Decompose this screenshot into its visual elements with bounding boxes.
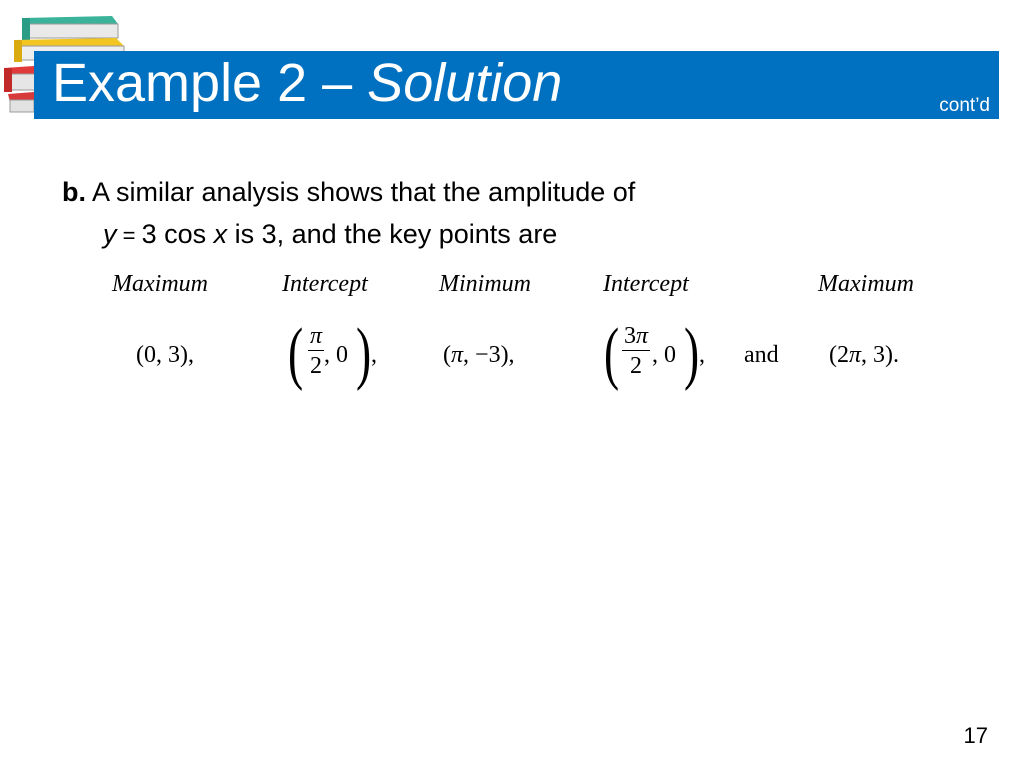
fraction-numerator: π	[310, 323, 323, 349]
y-variable: y	[103, 219, 117, 249]
slide-title	[52, 52, 562, 114]
point-rest: , 0	[324, 342, 348, 368]
title-italic: Solution	[367, 53, 563, 113]
title-main: Example 2 –	[52, 53, 368, 113]
pi-symbol: π	[451, 342, 464, 368]
pi-symbol: π	[636, 323, 649, 349]
point-rest: , 3).	[861, 342, 900, 368]
open-paren: (	[288, 315, 304, 392]
point-rest: , −3),	[463, 342, 515, 368]
point-maximum-1: (0, 3),	[136, 342, 194, 368]
point-maximum-2	[829, 341, 899, 369]
point-trailing-comma: ,	[699, 342, 705, 368]
open-paren: (	[443, 342, 451, 368]
numerator-coefficient: 3	[624, 323, 636, 349]
header-minimum: Minimum	[439, 271, 531, 297]
fraction-numerator	[622, 322, 650, 351]
fraction-3pi-over-2	[622, 322, 650, 381]
point-intercept-1	[288, 316, 398, 392]
body-text	[62, 171, 635, 257]
equals-sign: =	[116, 223, 142, 248]
body-line-2	[62, 213, 635, 257]
header-maximum-1: Maximum	[112, 271, 208, 297]
body-line-2-text: is 3, and the key points are	[227, 219, 558, 249]
pi-symbol: π	[849, 342, 862, 368]
open-paren: (2	[829, 342, 849, 368]
x-variable: x	[213, 219, 228, 249]
fraction-denominator: 2	[310, 353, 323, 379]
body-line-1	[62, 171, 635, 213]
continued-label: cont’d	[939, 95, 990, 116]
open-paren: (	[604, 315, 620, 392]
point-intercept-2	[604, 316, 724, 392]
page-number: 17	[963, 723, 988, 748]
header-maximum-2: Maximum	[818, 271, 914, 297]
header-intercept-2: Intercept	[603, 271, 689, 297]
header-intercept-1: Intercept	[282, 271, 368, 297]
close-paren: )	[684, 315, 700, 392]
close-paren: )	[356, 315, 372, 392]
item-label: b.	[62, 177, 86, 207]
point-trailing-comma: ,	[371, 342, 377, 368]
fraction-denominator: 2	[630, 353, 643, 379]
body-line-1-text: A similar analysis shows that the amplitude of	[92, 177, 636, 207]
point-minimum	[443, 341, 515, 369]
fraction-pi-over-2	[308, 322, 324, 381]
point-rest: , 0	[652, 342, 676, 368]
coefficient-text: 3 cos	[141, 219, 214, 249]
and-word: and	[744, 342, 779, 368]
